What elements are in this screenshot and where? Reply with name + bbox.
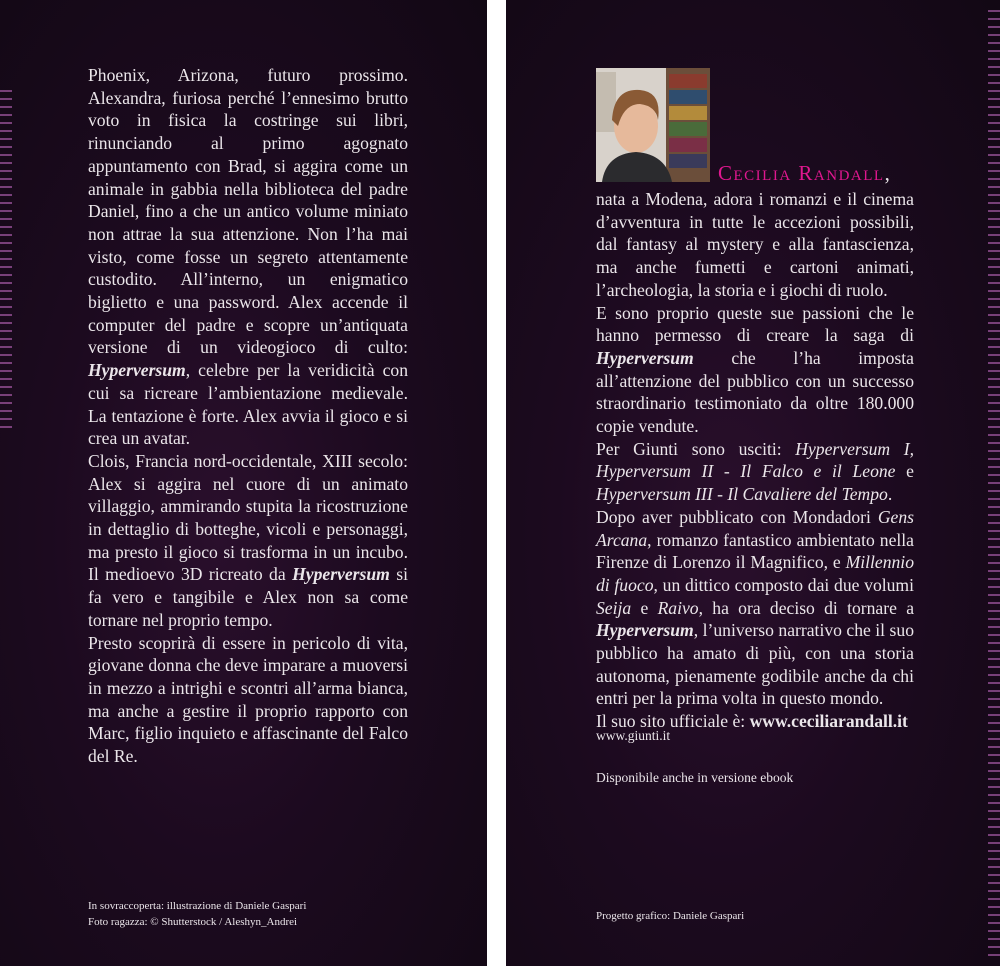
left-decorative-dashes [0, 90, 12, 430]
bio-paragraph-1: nata a Modena, adora i romanzi e il cinema d’avventura in tutte le accezioni possibili, dal fantasy al mystery e alla fantascienza, ma anche fumetti e cartoni animati, l’archeologia, la storia e i giochi di ruolo. [596, 189, 914, 300]
author-photo [596, 68, 710, 182]
synopsis-text [88, 64, 408, 768]
publisher-website: www.giunti.it [596, 728, 671, 743]
author-name: Cecilia Randall, [718, 161, 892, 185]
flap-gutter [487, 0, 506, 966]
author-portrait-icon [596, 68, 710, 182]
design-credit: Progetto grafico: Daniele Gaspari [596, 910, 745, 922]
photo-credit: Foto ragazza: © Shutterstock / Aleshyn_Andrei [88, 916, 298, 928]
ebook-note: Disponibile anche in versione ebook [596, 770, 794, 785]
synopsis-paragraph-3: Presto scoprirà di essere in pericolo di vita, giovane donna che deve imparare a muoversi in mezzo a intrighi e scontri all’arma bianca, ma anche a gestire il proprio rapporto con Marc, figlio inquieto e affascinante del Falco del Re. [88, 632, 408, 767]
bio-paragraph-3: Per Giunti sono usciti: Hyperversum I, Hyperversum II - Il Falco e il Leone e Hyperversum III - Il Cavaliere del Tempo. [596, 438, 914, 505]
bio-paragraph-5: Il suo sito ufficiale è: www.ceciliarandall.it [596, 711, 908, 732]
synopsis-paragraph-1: Phoenix, Arizona, futuro prossimo. Alexandra, furiosa perché l’ennesimo brutto voto in fisica la costringe sui libri, rinunciando al primo agognato appuntamento con Brad, si aggira come un animale in gabbia nella biblioteca del padre Daniel, fino a che un antico volume miniato non attrae la sua attenzione. Non l’ha mai visto, come fosse un segreto attentamente custodito. All’interno, un enigmatico biglietto e una password. Alex accende il computer del padre e scopre un’antiquata versione di un videogioco di culto: Hyperversum, celebre per la veridicità con cui sa ricreare l’ambientazione medievale. La tentazione è forte. Alex avvia il gioco e si crea un avatar. [88, 65, 408, 449]
synopsis-paragraph-2: Clois, Francia nord-occidentale, XIII secolo: Alex si aggira nel cuore di un animato villaggio, ammirando stupita la ricostruzione in dettaglio di botteghe, vicoli e personaggi, ma presto il gioco si trasforma in un incubo. Il medioevo 3D ricreato da Hyperversum si fa vero e tangibile e Alex non sa come tornare nel proprio tempo. [88, 450, 408, 630]
cover-credits [88, 898, 306, 930]
bio-paragraph-2: E sono proprio queste sue passioni che le hanno permesso di creare la saga di Hyperversum che l’ha imposta all’attenzione del pubblico con un successo straordinario testimoniato da oltre 180.000 copie vendute. [596, 302, 914, 437]
cover-illustration-credit: In sovraccoperta: illustrazione di Daniele Gaspari [88, 900, 307, 912]
author-website: www.ceciliarandall.it [749, 711, 908, 732]
author-bio [596, 188, 914, 733]
right-decorative-dashes [988, 10, 1000, 956]
bio-paragraph-4: Dopo aver pubblicato con Mondadori Gens Arcana, romanzo fantastico ambientato nella Firenze di Lorenzo il Magnifico, e Millennio di fuoco, un dittico composto dai due volumi Seija e Raivo, ha ora deciso di tornare a Hyperversum, l’universo narrativo che il suo pubblico ha amato di più, con una storia autonoma, pienamente godibile anche da chi entri per la prima volta in questo mondo. [596, 506, 915, 709]
